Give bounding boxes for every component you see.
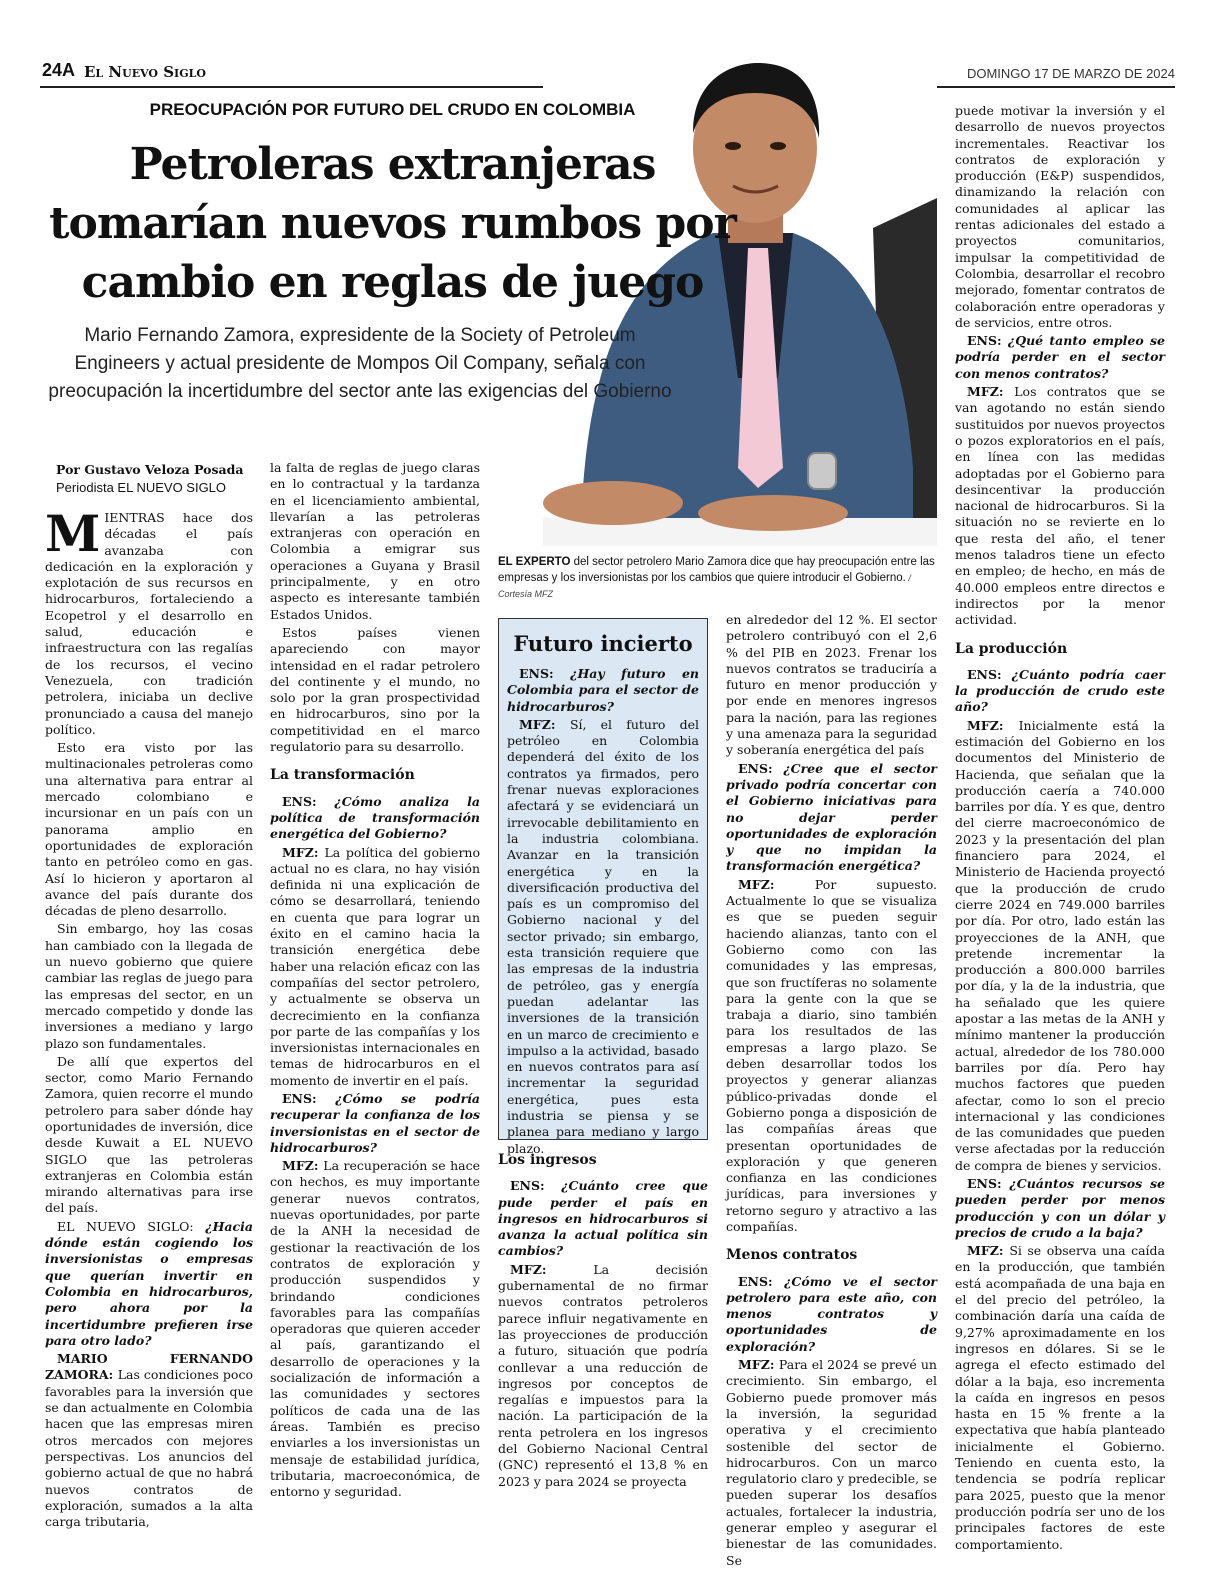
caption-text: del sector petrolero Mario Zamora dice que hay preocupación entre las empresas y los inversionistas por los cambios que quiere introducir el Gobierno. [498,556,935,584]
headline: Petroleras extranjeras tomarían nuevos rumbos por cambio en reglas de juego [49,139,736,308]
kicker: PREOCUPACIÓN POR FUTURO DEL CRUDO EN COLOMBIA [149,100,636,119]
article-column-3 [498,1152,708,1492]
article-column-1 [45,504,253,1532]
byline: Por Gustavo Veloza Posada [56,462,244,477]
answer: MARIO FERNANDO ZAMORA: Las condiciones poco favorables para la inversión que se dan actualmente en Colombia hacen que las empresas miren otros mercados con mejores perspectivas. Los anuncios del gobierno actual de que no habrá nuevos contratos de exploración, sumados a la alta carga tributaria, [45,1351,253,1530]
question: ENS: ¿Cómo ve el sector petrolero para este año, con menos contratos y oportunidades de exploración? [726,1273,937,1354]
photo-caption [498,554,938,602]
paragraph: De allí que expertos del sector, como Mario Fernando Zamora, quien recorre el mundo petrolero para saber dónde hay oportunidades de inversión, dice desde Kuwait a EL NUEVO SIGLO que las petroleras extranjeras en Colombia están mirando alternativas para irse del país. [45,1053,253,1216]
question: ENS: ¿Cuánto cree que pude perder el país en ingresos en hidrocarburos si avanza la actual política sin cambios? [498,1178,708,1259]
question: EL NUEVO SIGLO: ¿Hacia dónde están cogiendo los inversionistas o empresas que querían invertir en Colombia en hidrocarburos, pero ahora por la incertidumbre prefieren irse para otro lado? [45,1218,253,1348]
answer: MFZ: Inicialmente está la estimación del Gobierno en los documentos del Ministerio de Hacienda, que señalan que la producción caería a 740.000 barriles por día. Y es que, dentro del cierre macroeconómico de 2023 y la presentación del plan financiero para 2024, el Ministerio de Hacienda proyectó que la producción de crudo cierre 2024 en 749.000 barriles por día. Por otro, lado están las proyecciones de la ANH, que pretende incrementar la producción a 800.000 barriles por día, y la de la industria, que ha señalado que les quiere apostar a las metas de la ANH y mínimo mantener la producción actual, alrededor de los 780.000 barriles por día. Pero hay muchos factores que pueden afectar, como lo son el precio internacional y las condiciones de las comunidades que pueden verse afectadas por la reducción de compra de bienes y servicios. [955,717,1165,1173]
caption-credit: / Cortesía MFZ [498,573,911,599]
answer: MFZ: Para el 2024 se prevé un crecimiento. Sin embargo, el Gobierno puede promover más la inversión, la seguridad operativa y el crecimiento sostenible del sector de hidrocarburos. Con un marco regulatorio claro y predecible, se pueden superar los desafíos actuales, fortalecer la industria, generar empleo y asegurar el bienestar de las comunidades. Se [726,1357,937,1568]
section-subhead: La producción [955,640,1068,657]
question: ENS: ¿Qué tanto empleo se podría perder en el sector con menos contratos? [955,333,1165,381]
question: ENS: ¿Cuántos recursos se pueden perder por menos producción y con un dólar y precios de crudo a la baja? [955,1176,1165,1240]
sidebar-title: Futuro incierto [513,631,693,656]
byline-role: Periodista EL NUEVO SIGLO [56,480,227,495]
paragraph: en alrededor del 12 %. El sector petrolero contribuyó con el 2,6 % del PIB en 2023. Frenar los nuevos contratos se traduciría a futuro en menor producción y por ende en menores ingresos para la nación, para las regiones y una amenaza para la seguridad y soberanía energética del país [726,612,937,758]
section-subhead: Menos contratos [726,1247,858,1264]
answer: MFZ: Si se observa una caída en la producción, que también está acompañada de una baja en el del precio del petróleo, la combinación daría una caída de 9,27% aproximadamente en los ingresos en dólares. Si se le agrega el efecto estimado del dólar a la baja, eso incrementa la caída en ingresos en pesos hasta en 15 % frente a la expectativa que había planteado inicialmente el Gobierno. Teniendo en cuenta esto, la tendencia se podría replicar para 2025, puesto que la menor producción podría ser uno de los principales factores de este comportamiento. [955,1243,1165,1552]
question: ENS: ¿Cómo analiza la política de transformación energética del Gobierno? [270,793,480,842]
answer: MFZ: La decisión gubernamental de no firmar nuevos contratos petroleros parece influir negativamente en las proyecciones de producción a futuro, situación que podría conllevar a una reducción de ingresos por conceptos de regalías e impuestos para la nación. La participación de la renta petrolera en los ingresos del Gobierno Nacional Central (GNC) representó el 13,8 % en 2023 y para 2024 se proyecta [498,1261,708,1489]
question: ENS: ¿Cree que el sector privado podría concertar con el Gobierno iniciativas para no dejar perder oportunidades de exploración y que no impidan la transformación energética? [726,760,937,874]
section-subhead: La transformación [270,767,415,784]
answer: MFZ: Sí, el futuro del petróleo en Colombia dependerá del éxito de los contratos ya firmados, pero frenar nuevas exploraciones afectará y se evidenciará un irrevocable debilitamiento en la industria colombiana. Avanzar en la transición energética y en la diversificación productiva del país es un compromiso del Gobierno nacional y del sector privado; sin embargo, esta transición requiere que las empresas de la industria de petróleo, gas y energía puedan adelantar las inversiones de la transición en un marco de crecimiento e impulso a la actividad, basado en nuevos contratos para así incrementar la seguridad energética, pues esta industria se piensa y se planea para mediano y largo plazo. [507,716,699,1156]
paragraph: Estos países vienen apareciendo con mayor intensidad en el radar petrolero del continente y el mundo, no solo por la gran prospectividad en hidrocarburos, sino por la competitividad en el marco regulatorio para su desarrollo. [270,624,480,755]
issue-date: DOMINGO 17 DE MARZO DE 2024 [966,66,1175,81]
sidebar-body [507,666,699,1157]
article-column-5 [955,103,1165,1555]
question: ENS: ¿Cuánto podría caer la producción de crudo este año? [955,666,1165,715]
paragraph: Esto era visto por las multinacionales petroleras como una alternativa para entrar al mercado colombiano e incursionar en un país con un panorama amplio en oportunidades de exploración tanto en petróleo como en gas. Así lo hicieron y aportaron al avance del país durante dos décadas de pleno desarrollo. [45,740,253,919]
page-number: 24A [42,60,76,80]
section-subhead: Los ingresos [498,1152,597,1168]
article-column-4 [726,612,937,1571]
caption-lead: EL EXPERTO [498,556,571,568]
paragraph: Sin embargo, hoy las cosas han cambiado con la llegada de un nuevo gobierno que quiere cambiar las reglas de juego para las empresas del sector, en un mercado competido y donde las inversiones a mediano y largo plazo son fundamentales. [45,921,253,1051]
newspaper-name: El Nuevo Siglo [84,63,206,81]
sidebar-box [498,618,708,1156]
answer: MFZ: La recuperación se hace con hechos, es muy importante generar nuevos contratos, nuevas oportunidades, por parte de la ANH la necesidad de gestionar la reactivación de los contratos de exploración y producción suspendidos y brindando condiciones favorables para las compañías operadoras que quieren acceder al país, garantizando el desarrollo de operaciones y la socialización de información a las comunidades y sectores políticos de cada una de las áreas. También es preciso enviarles a los inversionistas un mensaje de estabilidad jurídica, tributaria, macroeconómica, de entorno y seguridad. [270,1158,480,1500]
drop-cap: M [45,504,101,563]
paragraph: MIENTRAS hace dos décadas el país avanzaba con dedicación en la exploración y explotación de sus recursos en hidrocarburos, fortaleciendo a Ecopetrol y el desarrollo en salud, educación e infraestructura con las regalías de los recursos, el vecino Venezuela, con tradición petrolera, iniciaba un declive pronunciado a causa del manejo político. [45,504,253,737]
answer: MFZ: Por supuesto. Actualmente lo que se visualiza es que se pueden seguir haciendo alianzas, tanto con el Gobierno como con las comunidades y las empresas, que son fructíferas no solamente para la gente con la que se trabaja a diario, sino también para los resultados de las empresas a largo plazo. Se deben desarrollar todos los proyectos y generar alianzas público-privadas donde el Gobierno ponga a disposición de las compañías áreas que presentan oportunidades de exploración y que generen confianza en las condiciones jurídicas, para inversiones y retorno seguro y atractivo a las compañías. [726,876,937,1234]
paragraph: la falta de reglas de juego claras en lo contractual y la tardanza en el licenciamiento ambiental, llevarían a las petroleras extranjeras con operación en Colombia a emigrar sus operaciones a Guyana y Brasil principalmente, y en otro aspecto es interesante también Estados Unidos. [270,460,480,622]
subheadline: Mario Fernando Zamora, expresidente de la Society of Petroleum Engineers y actual presidente de Mompos Oil Company, señala con preocupación la incertidumbre del sector ante las exigencias del Gobierno [48,325,672,402]
article-column-2 [270,460,480,1502]
answer: MFZ: La política del gobierno actual no es clara, no hay visión definida ni una explicación de cómo se desarrollará, teniendo en cuenta que para lograr un éxito en el camino hacia la transición energética debe haber una relación eficaz con las compañías del sector petrolero, y actualmente se observa un decrecimiento en la confianza por parte de las compañías y los inversionistas internacionales en temas de hidrocarburos en el momento de invertir en el país. [270,844,480,1088]
paragraph: puede motivar la inversión y el desarrollo de nuevos proyectos incrementales. Reactivar los contratos de exploración y producción (E&P) suspendidos, dinamizando la relación con comunidades al aplicar las rentas adicionales del estado a proyectos comunitarios, impulsar la competitividad de Colombia, desarrollar el recobro mejorado, fomentar contratos de colaboración entre operadoras y de servicios, entre otros. [955,103,1165,330]
question: ENS: ¿Hay futuro en Colombia para el sector de hidrocarburos? [507,666,699,714]
question: ENS: ¿Cómo se podría recuperar la confianza de los inversionistas en el sector de hidrocarburos? [270,1090,480,1155]
answer: MFZ: Los contratos que se van agotando no están siendo sustituidos por nuevos proyectos o pozos exploratorios en el país, en línea con las medidas adoptadas por el Gobierno para desincentivar la producción nacional de hidrocarburos. Si la situación no se revierte en lo que resta del año, el tener menos taladros tiene un efecto en empleo; de hecho, en más de 40.000 empleos entre directos e indirectos por la menor actividad. [955,384,1165,628]
